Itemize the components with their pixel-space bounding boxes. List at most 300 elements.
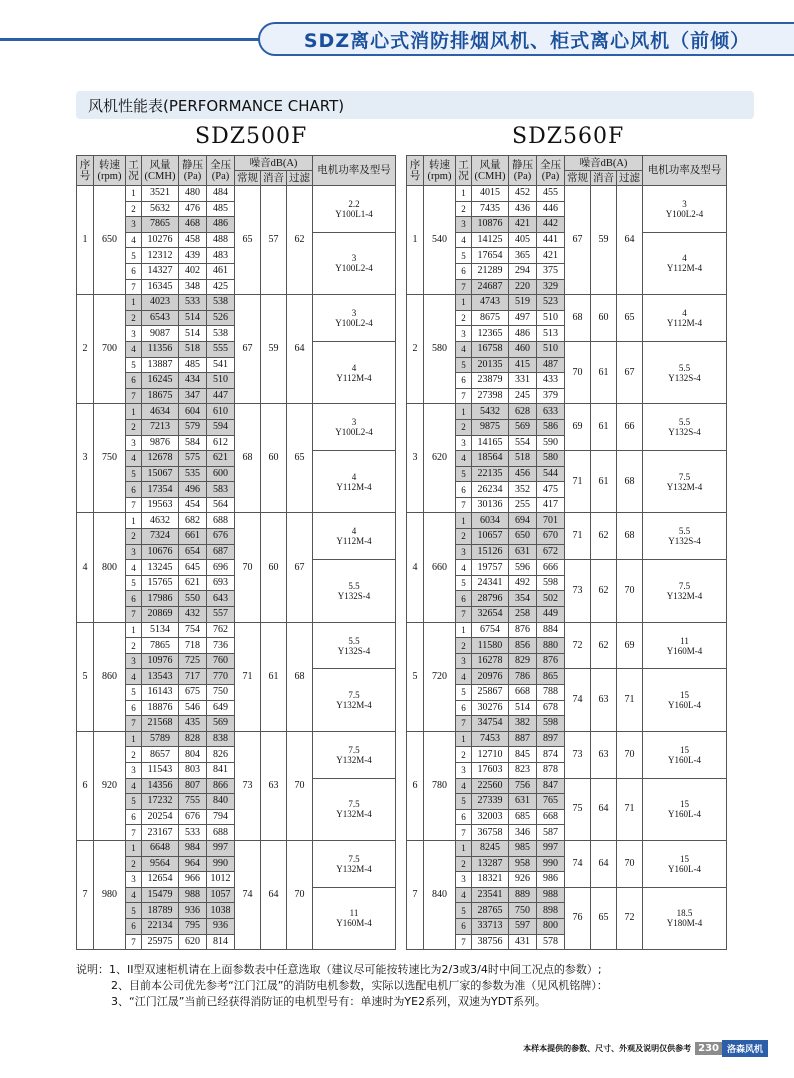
flow-cell: 25975 [142,934,179,950]
noise-muffled-cell: 61 [591,451,617,513]
flow-cell: 18789 [142,903,179,919]
flow-cell: 8675 [472,310,509,326]
flow-cell: 12654 [142,872,179,888]
flow-cell: 11580 [472,638,509,654]
total-pressure-cell: 564 [207,497,235,513]
flow-cell: 22560 [472,778,509,794]
flow-cell: 16245 [142,373,179,389]
condition-cell: 3 [126,762,142,778]
noise-normal-cell: 74 [565,840,591,887]
speed-cell: 720 [424,622,456,731]
static-pressure-cell: 435 [179,716,207,732]
total-pressure-cell: 701 [537,513,565,529]
total-pressure-cell: 770 [207,669,235,685]
flow-cell: 20135 [472,357,509,373]
static-pressure-cell: 645 [179,560,207,576]
motor-cell: 3 Y100L2-4 [643,186,727,233]
total-pressure-cell: 544 [537,466,565,482]
section-title: 风机性能表(PERFORMANCE CHART) [88,96,345,115]
condition-cell: 1 [126,404,142,420]
total-pressure-cell: 487 [537,357,565,373]
total-pressure-cell: 488 [207,232,235,248]
noise-normal-cell: 73 [565,560,591,622]
noise-normal-cell: 69 [565,404,591,451]
model-title-right: SDZ560F [512,124,625,149]
note-3: 3、“江门江晟”当前已经获得消防证的电机型号有：单速时为YE2系列，双速为YDT系列。 [111,995,546,1008]
header-condition: 工况 [456,156,472,186]
condition-cell: 7 [456,497,472,513]
condition-cell: 4 [456,778,472,794]
condition-cell: 6 [456,263,472,279]
condition-cell: 4 [126,669,142,685]
noise-filtered-cell: 67 [287,513,313,622]
condition-cell: 6 [126,591,142,607]
speed-cell: 750 [94,404,126,513]
header-total: 全压(Pa) [207,156,235,186]
speed-cell: 620 [424,404,456,513]
seq-cell: 6 [407,731,424,840]
condition-cell: 3 [456,653,472,669]
noise-muffled-cell: 62 [591,560,617,622]
condition-cell: 1 [456,404,472,420]
noise-normal-cell: 67 [235,295,261,404]
table-row [77,186,396,202]
total-pressure-cell: 441 [537,232,565,248]
condition-cell: 1 [456,840,472,856]
noise-filtered-cell: 70 [617,560,643,622]
total-pressure-cell: 800 [537,918,565,934]
flow-cell: 22134 [142,918,179,934]
noise-filtered-cell: 68 [617,513,643,560]
total-pressure-cell: 379 [537,388,565,404]
flow-cell: 18876 [142,700,179,716]
static-pressure-cell: 621 [179,575,207,591]
header-condition: 工况 [126,156,142,186]
noise-muffled-cell: 60 [261,513,287,622]
total-pressure-cell: 483 [207,248,235,264]
total-pressure-cell: 838 [207,731,235,747]
flow-cell: 19563 [142,497,179,513]
total-pressure-cell: 421 [537,248,565,264]
motor-cell: 4 Y112M-4 [313,451,396,513]
flow-cell: 12678 [142,451,179,467]
total-pressure-cell: 329 [537,279,565,295]
noise-muffled-cell: 63 [591,669,617,731]
flow-cell: 33713 [472,918,509,934]
total-pressure-cell: 569 [207,716,235,732]
total-pressure-cell: 988 [537,887,565,903]
table-row [407,622,727,638]
total-pressure-cell: 936 [207,918,235,934]
flow-cell: 15067 [142,466,179,482]
flow-cell: 16345 [142,279,179,295]
static-pressure-cell: 750 [509,903,537,919]
static-pressure-cell: 476 [179,201,207,217]
total-pressure-cell: 475 [537,482,565,498]
total-pressure-cell: 455 [537,186,565,202]
motor-cell: 3 Y100L2-4 [313,404,396,451]
motor-cell: 7.5 Y132M-4 [643,560,727,622]
condition-cell: 2 [126,419,142,435]
total-pressure-cell: 865 [537,669,565,685]
table-row [407,186,727,202]
total-pressure-cell: 884 [537,622,565,638]
total-pressure-cell: 750 [207,685,235,701]
total-pressure-cell: 693 [207,575,235,591]
noise-normal-cell: 70 [235,513,261,622]
condition-cell: 5 [126,357,142,373]
table-row [77,404,396,420]
static-pressure-cell: 492 [509,575,537,591]
total-pressure-cell: 510 [207,373,235,389]
static-pressure-cell: 458 [179,232,207,248]
static-pressure-cell: 876 [509,622,537,638]
static-pressure-cell: 519 [509,295,537,311]
total-pressure-cell: 840 [207,794,235,810]
header-motor: 电机功率及型号 [313,156,396,186]
total-pressure-cell: 826 [207,747,235,763]
static-pressure-cell: 795 [179,918,207,934]
motor-cell: 11 Y160M-4 [643,622,727,669]
brand-label: 洛森风机 [722,1040,768,1057]
flow-cell: 36758 [472,825,509,841]
seq-cell: 3 [77,404,94,513]
static-pressure-cell: 675 [179,685,207,701]
flow-cell: 10276 [142,232,179,248]
static-pressure-cell: 579 [179,419,207,435]
flow-cell: 11356 [142,341,179,357]
flow-cell: 24341 [472,575,509,591]
flow-cell: 22135 [472,466,509,482]
flow-cell: 25867 [472,685,509,701]
total-pressure-cell: 417 [537,497,565,513]
static-pressure-cell: 460 [509,341,537,357]
header-noise-muffled: 消音 [591,171,617,186]
table-row [407,513,727,529]
noise-muffled-cell: 63 [591,731,617,778]
condition-cell: 6 [456,373,472,389]
static-pressure-cell: 569 [509,419,537,435]
total-pressure-cell: 687 [207,544,235,560]
condition-cell: 4 [126,560,142,576]
condition-cell: 6 [126,809,142,825]
condition-cell: 2 [126,310,142,326]
flow-cell: 15479 [142,887,179,903]
flow-cell: 17986 [142,591,179,607]
static-pressure-cell: 786 [509,669,537,685]
condition-cell: 3 [126,544,142,560]
flow-cell: 24687 [472,279,509,295]
flow-cell: 13287 [472,856,509,872]
total-pressure-cell: 502 [537,591,565,607]
condition-cell: 2 [126,856,142,872]
static-pressure-cell: 755 [179,794,207,810]
motor-cell: 7.5 Y132M-4 [313,669,396,731]
flow-cell: 30276 [472,700,509,716]
static-pressure-cell: 514 [179,326,207,342]
condition-cell: 7 [456,388,472,404]
motor-cell: 7.5 Y132M-4 [313,778,396,840]
note-2: 2、目前本公司优先参考“江门江晟”的消防电机参数，实际以选配电机厂家的参数为准（见风机铭牌）： [111,979,608,992]
flow-cell: 7213 [142,419,179,435]
total-pressure-cell: 598 [537,716,565,732]
total-pressure-cell: 600 [207,466,235,482]
static-pressure-cell: 676 [179,809,207,825]
speed-cell: 920 [94,731,126,840]
condition-cell: 4 [126,341,142,357]
condition-cell: 4 [126,778,142,794]
table-row [407,404,727,420]
seq-cell: 6 [77,731,94,840]
seq-cell: 5 [77,622,94,731]
condition-cell: 1 [456,295,472,311]
total-pressure-cell: 847 [537,778,565,794]
flow-cell: 27398 [472,388,509,404]
condition-cell: 5 [126,685,142,701]
flow-cell: 14327 [142,263,179,279]
total-pressure-cell: 878 [537,762,565,778]
flow-cell: 20254 [142,809,179,825]
flow-cell: 6648 [142,840,179,856]
condition-cell: 4 [456,560,472,576]
noise-filtered-cell: 68 [287,622,313,731]
total-pressure-cell: 876 [537,653,565,669]
header-noise: 噪音dB(A) [235,156,313,171]
flow-cell: 7324 [142,529,179,545]
header-flow: 风量(CMH) [472,156,509,186]
static-pressure-cell: 486 [509,326,537,342]
table-row [407,295,727,311]
total-pressure-cell: 442 [537,217,565,233]
noise-filtered-cell: 70 [617,840,643,887]
flow-cell: 8245 [472,840,509,856]
noise-muffled-cell: 63 [261,731,287,840]
flow-cell: 3521 [142,186,179,202]
total-pressure-cell: 447 [207,388,235,404]
total-pressure-cell: 557 [207,607,235,623]
flow-cell: 6754 [472,622,509,638]
noise-filtered-cell: 69 [617,622,643,669]
motor-cell: 11 Y160M-4 [313,887,396,949]
condition-cell: 2 [456,201,472,217]
condition-cell: 3 [456,544,472,560]
static-pressure-cell: 828 [179,731,207,747]
flow-cell: 4015 [472,186,509,202]
static-pressure-cell: 546 [179,700,207,716]
noise-filtered-cell: 68 [617,451,643,513]
static-pressure-cell: 497 [509,310,537,326]
static-pressure-cell: 628 [509,404,537,420]
flow-cell: 14125 [472,232,509,248]
condition-cell: 3 [456,872,472,888]
header-motor: 电机功率及型号 [643,156,727,186]
static-pressure-cell: 829 [509,653,537,669]
table-row [407,840,727,856]
static-pressure-cell: 964 [179,856,207,872]
total-pressure-cell: 666 [537,560,565,576]
static-pressure-cell: 415 [509,357,537,373]
static-pressure-cell: 597 [509,918,537,934]
noise-muffled-cell: 59 [261,295,287,404]
flow-cell: 14356 [142,778,179,794]
seq-cell: 2 [77,295,94,404]
noise-filtered-cell: 70 [287,840,313,949]
static-pressure-cell: 456 [509,466,537,482]
total-pressure-cell: 486 [207,217,235,233]
seq-cell: 2 [407,295,424,404]
total-pressure-cell: 590 [537,435,565,451]
performance-table-sdz560f [406,155,727,950]
noise-normal-cell: 75 [565,778,591,840]
header-noise-normal: 常规 [565,171,591,186]
motor-cell: 5.5 Y132S-4 [643,404,727,451]
static-pressure-cell: 694 [509,513,537,529]
total-pressure-cell: 866 [207,778,235,794]
flow-cell: 20976 [472,669,509,685]
condition-cell: 1 [126,295,142,311]
flow-cell: 27339 [472,794,509,810]
static-pressure-cell: 807 [179,778,207,794]
motor-cell: 15 Y160L-4 [643,731,727,778]
condition-cell: 6 [456,809,472,825]
motor-cell: 15 Y160L-4 [643,669,727,731]
condition-cell: 1 [456,622,472,638]
flow-cell: 19757 [472,560,509,576]
total-pressure-cell: 610 [207,404,235,420]
static-pressure-cell: 654 [179,544,207,560]
condition-cell: 4 [456,669,472,685]
noise-normal-cell: 68 [565,295,591,342]
speed-cell: 980 [94,840,126,949]
flow-cell: 10657 [472,529,509,545]
motor-cell: 15 Y160L-4 [643,840,727,887]
total-pressure-cell: 375 [537,263,565,279]
condition-cell: 5 [126,903,142,919]
static-pressure-cell: 436 [509,201,537,217]
total-pressure-cell: 594 [207,419,235,435]
flow-cell: 6034 [472,513,509,529]
total-pressure-cell: 1038 [207,903,235,919]
total-pressure-cell: 526 [207,310,235,326]
static-pressure-cell: 348 [179,279,207,295]
static-pressure-cell: 354 [509,591,537,607]
condition-cell: 7 [126,934,142,950]
table-row [77,731,396,747]
header-banner [258,22,794,56]
noise-filtered-cell: 62 [287,186,313,295]
condition-cell: 3 [456,435,472,451]
noise-filtered-cell: 64 [287,295,313,404]
condition-cell: 3 [456,326,472,342]
page-number: 230 [695,1042,722,1055]
static-pressure-cell: 432 [179,607,207,623]
condition-cell: 1 [126,622,142,638]
seq-cell: 7 [77,840,94,949]
table-row [407,731,727,747]
condition-cell: 7 [456,825,472,841]
condition-cell: 5 [126,466,142,482]
condition-cell: 2 [126,201,142,217]
static-pressure-cell: 958 [509,856,537,872]
total-pressure-cell: 990 [537,856,565,872]
noise-filtered-cell: 70 [617,731,643,778]
flow-cell: 18321 [472,872,509,888]
total-pressure-cell: 446 [537,201,565,217]
seq-cell: 4 [407,513,424,622]
static-pressure-cell: 554 [509,435,537,451]
header-flow: 风量(CMH) [142,156,179,186]
flow-cell: 11543 [142,762,179,778]
condition-cell: 4 [456,451,472,467]
static-pressure-cell: 620 [179,934,207,950]
condition-cell: 5 [126,248,142,264]
flow-cell: 4632 [142,513,179,529]
flow-cell: 5632 [142,201,179,217]
condition-cell: 7 [126,388,142,404]
noise-muffled-cell: 60 [591,295,617,342]
header-total: 全压(Pa) [537,156,565,186]
static-pressure-cell: 255 [509,497,537,513]
total-pressure-cell: 990 [207,856,235,872]
noise-normal-cell: 67 [565,186,591,295]
condition-cell: 1 [126,513,142,529]
static-pressure-cell: 434 [179,373,207,389]
total-pressure-cell: 433 [537,373,565,389]
noise-muffled-cell: 59 [591,186,617,295]
static-pressure-cell: 985 [509,840,537,856]
static-pressure-cell: 984 [179,840,207,856]
static-pressure-cell: 514 [179,310,207,326]
condition-cell: 3 [126,435,142,451]
flow-cell: 16758 [472,341,509,357]
footer-disclaimer: 本样本提供的参数、尺寸、外观及说明仅供参考 [523,1044,692,1053]
total-pressure-cell: 1012 [207,872,235,888]
static-pressure-cell: 431 [509,934,537,950]
flow-cell: 23879 [472,373,509,389]
noise-normal-cell: 72 [565,622,591,669]
static-pressure-cell: 454 [179,497,207,513]
flow-cell: 12710 [472,747,509,763]
flow-cell: 17603 [472,762,509,778]
condition-cell: 7 [126,497,142,513]
total-pressure-cell: 898 [537,903,565,919]
static-pressure-cell: 966 [179,872,207,888]
seq-cell: 4 [77,513,94,622]
condition-cell: 6 [126,482,142,498]
motor-cell: 2.2 Y100L1-4 [313,186,396,233]
static-pressure-cell: 631 [509,544,537,560]
flow-cell: 8657 [142,747,179,763]
flow-cell: 4743 [472,295,509,311]
flow-cell: 4023 [142,295,179,311]
condition-cell: 6 [126,918,142,934]
speed-cell: 800 [94,513,126,622]
condition-cell: 5 [456,466,472,482]
speed-cell: 540 [424,186,456,295]
noise-muffled-cell: 65 [591,887,617,949]
static-pressure-cell: 717 [179,669,207,685]
model-title-left: SDZ500F [195,124,308,149]
condition-cell: 1 [456,513,472,529]
static-pressure-cell: 468 [179,217,207,233]
flow-cell: 10876 [472,217,509,233]
static-pressure-cell: 668 [509,685,537,701]
noise-muffled-cell: 60 [261,404,287,513]
condition-cell: 3 [126,872,142,888]
static-pressure-cell: 604 [179,404,207,420]
total-pressure-cell: 670 [537,529,565,545]
condition-cell: 7 [456,279,472,295]
